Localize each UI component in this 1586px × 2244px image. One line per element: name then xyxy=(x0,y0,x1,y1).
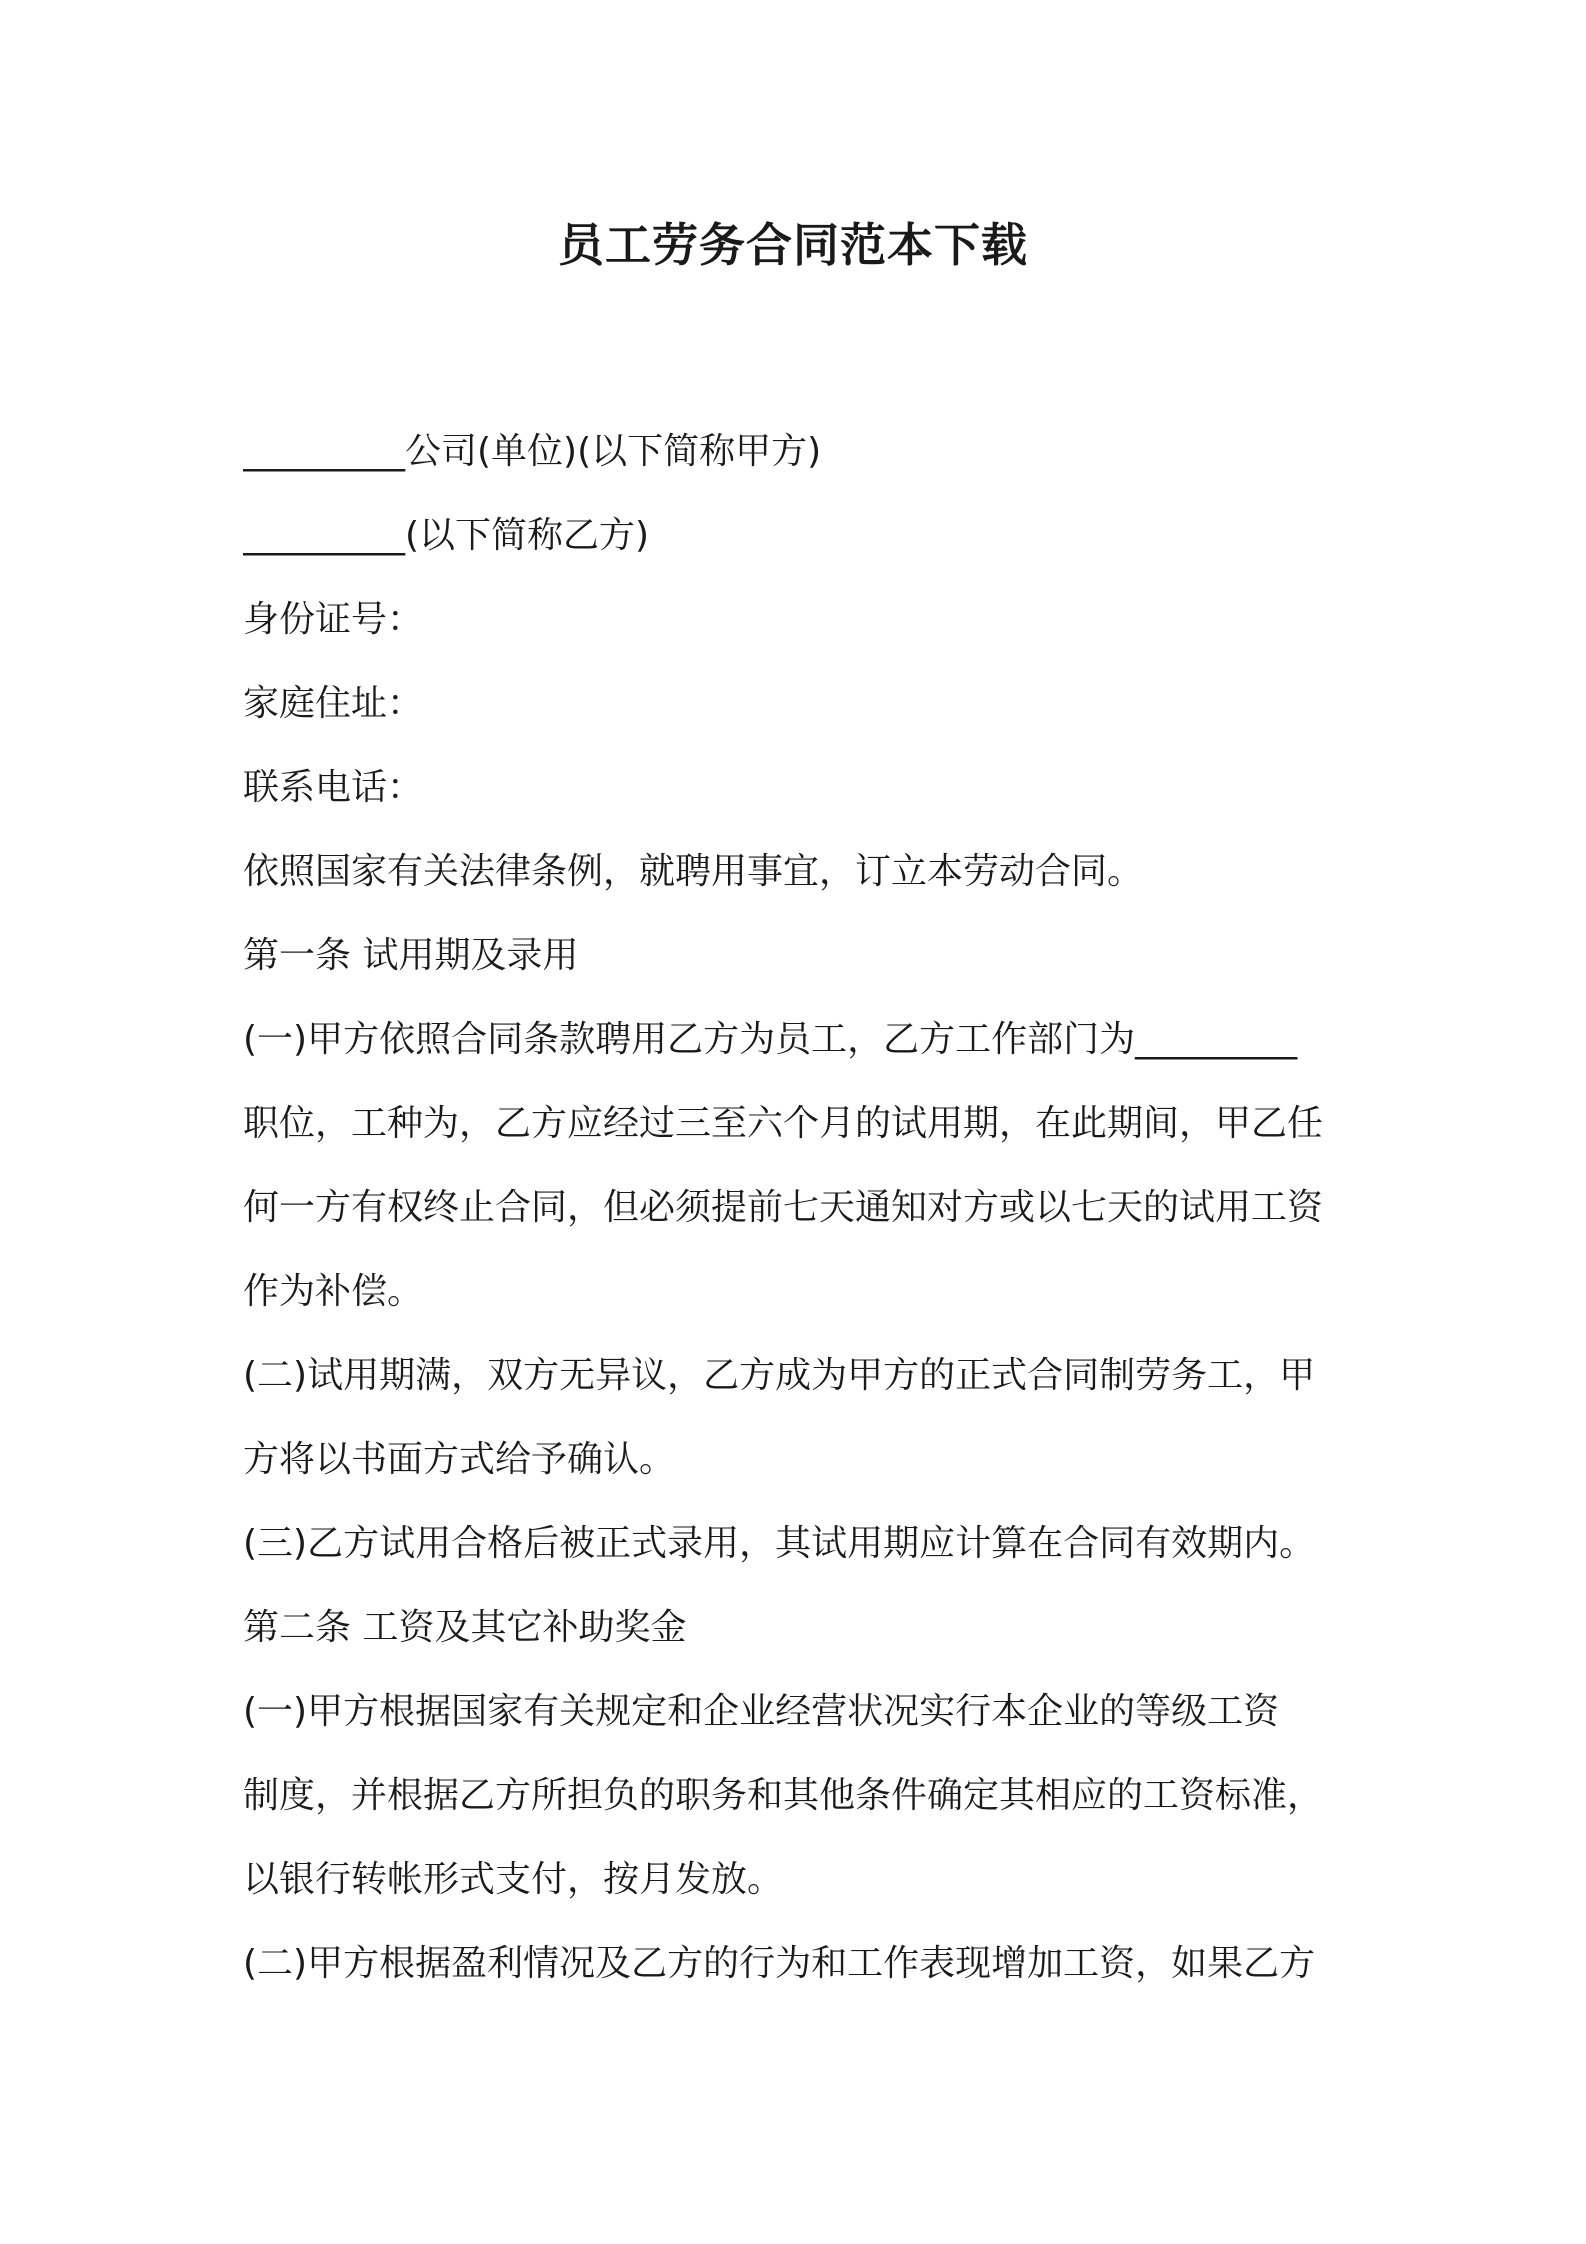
home-address-line: 家庭住址： xyxy=(243,683,424,724)
paragraph-line: 何一方有权终止合同，但必须提前七天通知对方或以七天的试用工资 xyxy=(243,1187,1324,1228)
paragraph-line: 以银行转帐形式支付，按月发放。 xyxy=(243,1859,784,1900)
paragraph-line: 制度，并根据乙方所担负的职务和其他条件确定其相应的工资标准， xyxy=(243,1775,1324,1816)
paragraph-line: (一)甲方依照合同条款聘用乙方为员工，乙方工作部门为_________ xyxy=(243,1019,1298,1060)
document-body xyxy=(243,410,1353,2006)
article-1-heading: 第一条 试用期及录用 xyxy=(243,935,579,976)
paragraph-line: 职位，工种为，乙方应经过三至六个月的试用期，在此期间，甲乙任 xyxy=(243,1103,1324,1144)
paragraph-line: 方将以书面方式给予确认。 xyxy=(243,1439,676,1480)
id-number-line: 身份证号： xyxy=(243,599,424,640)
article-2-heading: 第二条 工资及其它补助奖金 xyxy=(243,1607,687,1648)
paragraph-line: (二)试用期满，双方无异议，乙方成为甲方的正式合同制劳务工，甲 xyxy=(243,1355,1316,1396)
party-a-line: _________公司(单位)(以下简称甲方) xyxy=(243,431,822,472)
preamble-line: 依照国家有关法律条例，就聘用事宜，订立本劳动合同。 xyxy=(243,851,1144,892)
document-title: 员工劳务合同范本下载 xyxy=(558,218,1028,272)
paragraph-line: (三)乙方试用合格后被正式录用，其试用期应计算在合同有效期内。 xyxy=(243,1523,1316,1564)
phone-line: 联系电话： xyxy=(243,767,424,808)
paragraph-line: 作为补偿。 xyxy=(243,1271,424,1312)
party-b-line: _________(以下简称乙方) xyxy=(243,515,650,556)
paragraph-line: (一)甲方根据国家有关规定和企业经营状况实行本企业的等级工资 xyxy=(243,1691,1280,1732)
paragraph-line: (二)甲方根据盈利情况及乙方的行为和工作表现增加工资，如果乙方 xyxy=(243,1943,1316,1984)
